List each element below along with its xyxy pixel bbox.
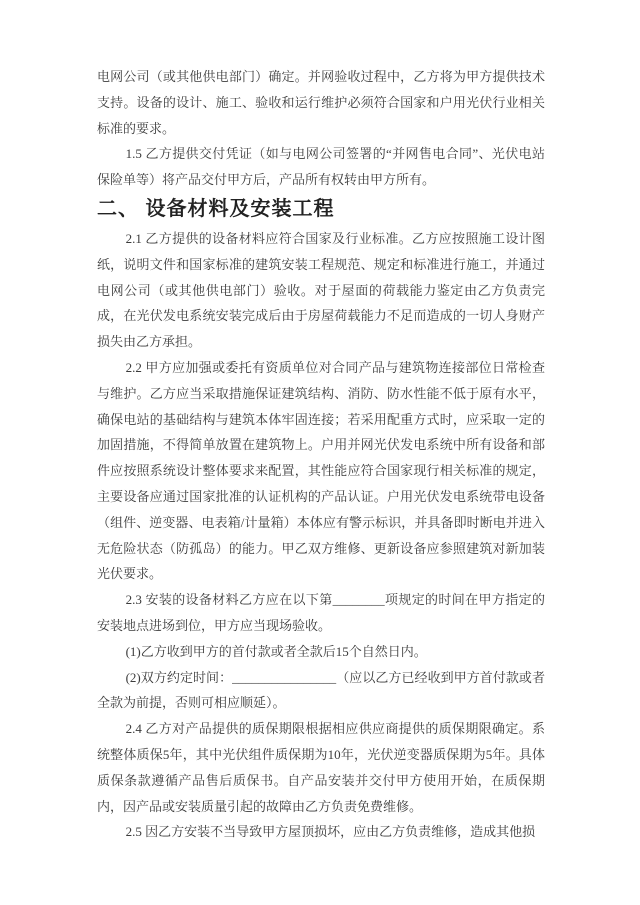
clause-2-5: 2.5 因乙方安装不当导致甲方屋顶损坏，应由乙方负责维修，造成其他损 (125, 824, 536, 840)
clause-2-1: 2.1 乙方提供的设备材料应符合国家及行业标准。乙方应按照施工设计图纸，说明文件和国家标准的建筑安装工程规范、规定和标准进行施工，并通过电网公司（或其他供电部门）验收。对于屋面的荷载能力鉴定由乙方负责完成，在光伏发电系统安装完成后由于房屋荷载能力不足而造成的一切人身财产损失由乙方承担。 (97, 230, 545, 350)
clause-1-5: 1.5 乙方提供交付凭证（如与电网公司签署的“并网售电合同”、光伏电站保险单等）将产品交付甲方后，产品所有权转由甲方所有。 (97, 146, 545, 188)
clause-2-2: 2.2 甲方应加强或委托有资质单位对合同产品与建筑物连接部位日常检查与维护。乙方应当采取措施保证建筑结构、消防、防水性能不低于原有水平，确保电站的基础结构与建筑本体牢固连接；若采用配重方式时，应采取一定的加固措施，不得简单放置在建筑物上。户用并网光伏发电系统中所有设备和部件应按照系统设计整体要求来配置，其性能应符合国家现行相关标准的规定，主要设备应通过国家批准的认证机构的产品认证。户用光伏发电系统带电设备（组件、逆变器、电表箱/计量箱）本体应有警示标识，并具备即时断电并进入无危险状态（防孤岛）的能力。甲乙双方维修、更新设备应参照建筑对新加装光伏要求。 (97, 359, 545, 582)
clause-2-4: 2.4 乙方对产品提供的质保期限根据相应供应商提供的质保期限确定。系统整体质保5年，其中光伏组件质保期为10年，光伏逆变器质保期为5年。具体质保条款遵循产品售后质保书。自产品安装并交付甲方使用开始，在质保期内，因产品或安装质量引起的故障由乙方负责免费维修。 (97, 721, 545, 814)
clause-2-3: 2.3 安装的设备材料乙方应在以下第________项规定的时间在甲方指定的安装地点进场到位，甲方应当现场验收。 (97, 592, 545, 633)
clause-2-3-item-1: (1)乙方收到甲方的首付款或者全款后15个自然日内。 (125, 643, 427, 659)
clause-2-3-item-2: (2)双方约定时间：________________（应以乙方已经收到甲方首付款或者全款为前提，否则可相应顺延）。 (97, 669, 545, 711)
continuation-paragraph: 电网公司（或其他供电部门）确定。并网验收过程中，乙方将为甲方提供技术支持。设备的设计、施工、验收和运行维护必须符合国家和户用光伏行业相关标准的要求。 (97, 69, 545, 136)
section-2-heading: 二、 设备材料及安装工程 (97, 197, 335, 220)
